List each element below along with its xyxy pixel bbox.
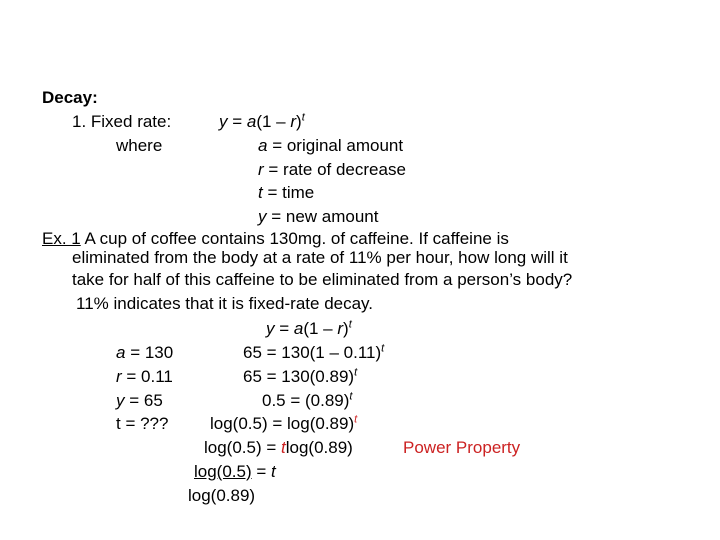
step-numerator: log(0.5) bbox=[194, 462, 252, 481]
formula-exponent-t: t bbox=[301, 111, 305, 124]
power-property-label: Power Property bbox=[403, 438, 521, 457]
formula-var-a: a bbox=[246, 112, 257, 131]
known-t: t = ??? bbox=[116, 414, 169, 433]
step-7: log(0.89) bbox=[188, 486, 256, 505]
example-line-3: take for half of this caffeine to be eliminated from a person’s body? bbox=[72, 270, 573, 289]
formula-close: ) bbox=[296, 112, 302, 131]
step-text: 65 = 130(0.89) bbox=[243, 367, 355, 386]
formula-var-r: r bbox=[290, 112, 297, 131]
definition-text: = time bbox=[262, 183, 315, 202]
where-label: where bbox=[116, 136, 163, 155]
definition-var: a bbox=[258, 136, 268, 155]
example-text-1: A cup of coffee contains 130mg. of caffeine. If caffeine is bbox=[80, 229, 509, 248]
step-6 bbox=[194, 462, 276, 482]
formula-var-r: r bbox=[337, 319, 344, 338]
step-var-t: t bbox=[271, 462, 276, 481]
definition-y bbox=[258, 207, 379, 227]
example-line-2: eliminated from the body at a rate of 11% per hour, how long will it bbox=[72, 248, 568, 267]
known-a bbox=[116, 343, 173, 363]
step-exponent-t: t bbox=[381, 342, 385, 355]
known-var: a bbox=[116, 343, 126, 362]
known-y bbox=[116, 391, 163, 411]
definition-var: t bbox=[258, 183, 263, 202]
known-var: y bbox=[116, 391, 125, 410]
step-eq: = bbox=[251, 462, 272, 481]
formula-exponent-t: t bbox=[348, 318, 352, 331]
step-text: log(0.5) = log(0.89) bbox=[210, 414, 355, 433]
example-line-1 bbox=[42, 229, 509, 249]
example-line-4: 11% indicates that it is fixed-rate decay. bbox=[76, 294, 374, 313]
known-text: = 65 bbox=[124, 391, 163, 410]
formula-mid: (1 – bbox=[256, 112, 291, 131]
step-1 bbox=[243, 343, 384, 363]
definition-text: = original amount bbox=[267, 136, 404, 155]
definition-text: = rate of decrease bbox=[263, 160, 406, 179]
step-var-t: t bbox=[281, 438, 286, 457]
step-exponent-t: t bbox=[354, 366, 358, 379]
step-exponent-t: t bbox=[354, 413, 358, 426]
step-text: 65 = 130(1 – 0.11) bbox=[243, 343, 382, 362]
step-text: 0.5 = (0.89) bbox=[262, 391, 350, 410]
heading-text: Decay: bbox=[42, 88, 98, 107]
formula-close: ) bbox=[343, 319, 349, 338]
step-2 bbox=[243, 367, 357, 387]
definition-a bbox=[258, 136, 403, 156]
definition-var: y bbox=[258, 207, 267, 226]
definition-r bbox=[258, 160, 406, 180]
step-4 bbox=[210, 414, 357, 434]
definition-text: = new amount bbox=[266, 207, 379, 226]
step-3 bbox=[262, 391, 352, 411]
formula-eq: = bbox=[274, 319, 294, 338]
formula-var-y: y bbox=[219, 112, 228, 131]
known-text: = 0.11 bbox=[121, 367, 173, 386]
formula-var-y: y bbox=[266, 319, 275, 338]
formula-var-a: a bbox=[293, 319, 304, 338]
formula-eq: = bbox=[227, 112, 247, 131]
step-text: log(0.5) = bbox=[204, 438, 282, 457]
example-label: Ex. 1 bbox=[42, 229, 81, 248]
section-heading bbox=[42, 88, 98, 108]
fixed-rate-formula bbox=[219, 112, 305, 132]
formula-mid: (1 – bbox=[303, 319, 338, 338]
step-exponent-t: t bbox=[349, 390, 353, 403]
known-var: r bbox=[116, 367, 122, 386]
fixed-rate-label: 1. Fixed rate: bbox=[72, 112, 172, 131]
definition-var: r bbox=[258, 160, 264, 179]
definition-t bbox=[258, 183, 314, 203]
known-r bbox=[116, 367, 173, 387]
known-text: = 130 bbox=[125, 343, 174, 362]
step-5 bbox=[204, 438, 353, 458]
step-text: log(0.89) bbox=[285, 438, 353, 457]
work-formula bbox=[266, 319, 352, 339]
